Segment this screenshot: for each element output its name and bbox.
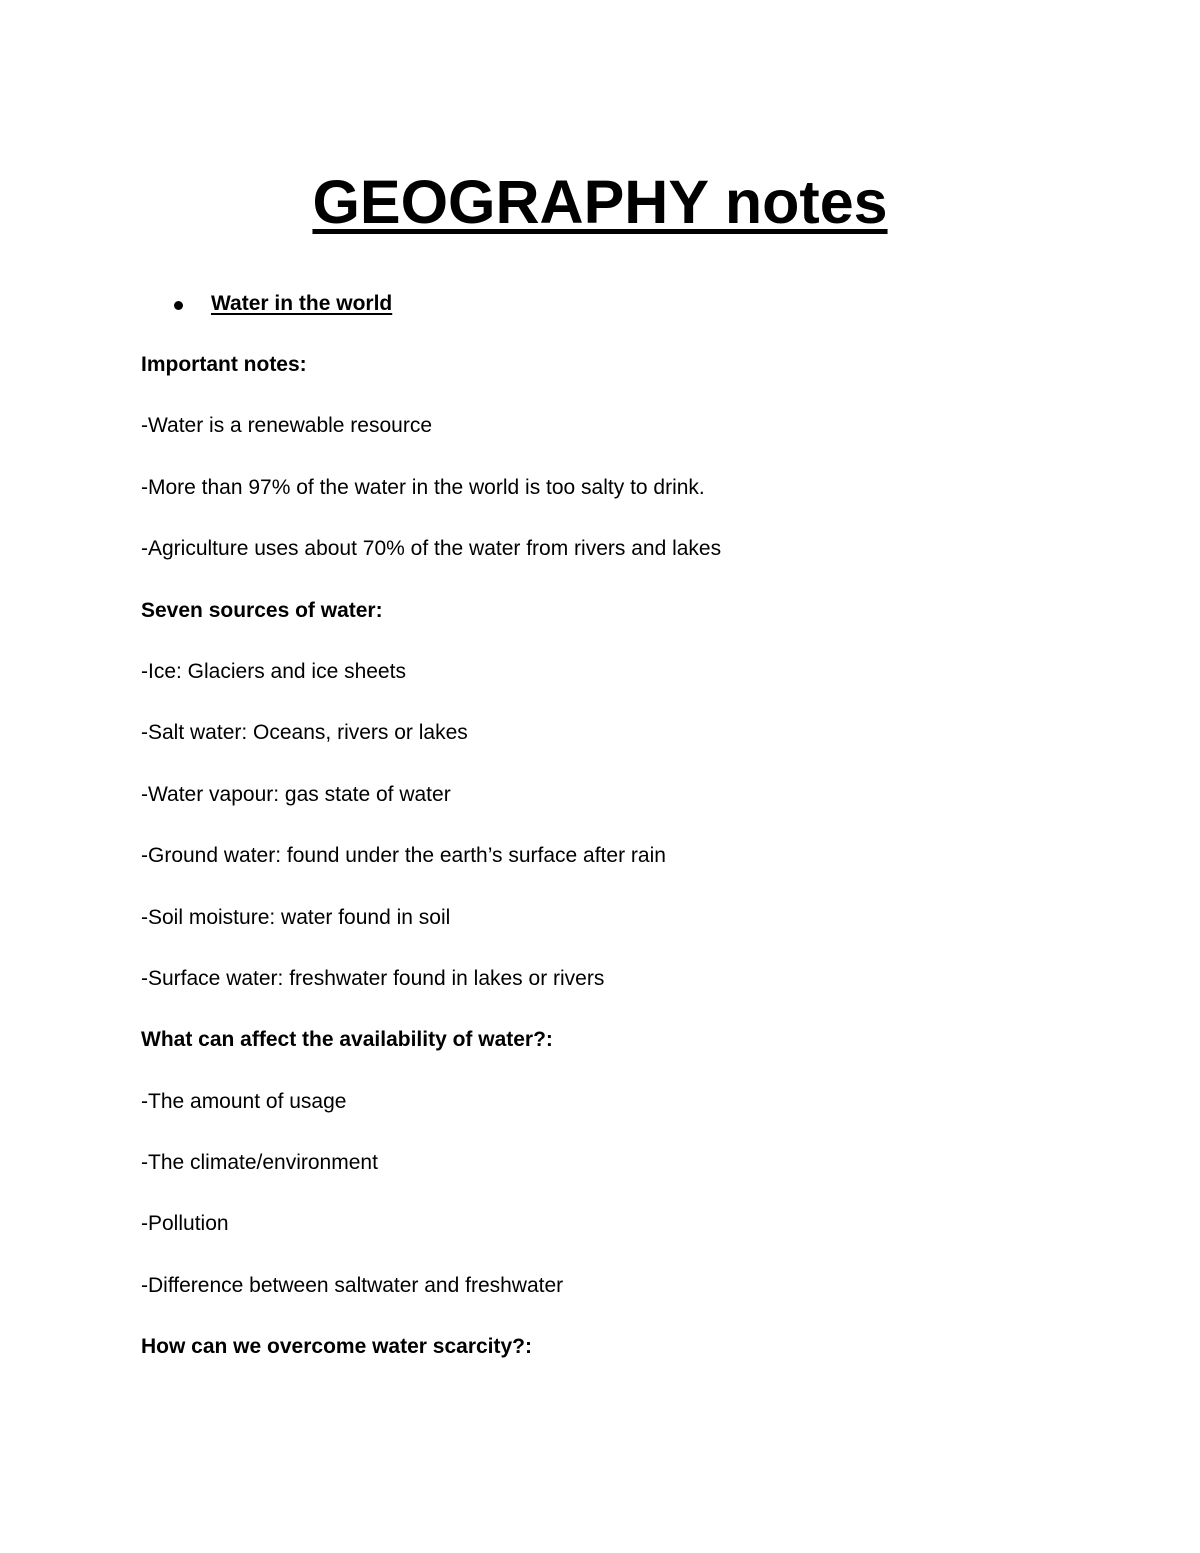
note-line: -Ice: Glaciers and ice sheets: [141, 659, 406, 683]
note-line: -Water is a renewable resource: [141, 414, 433, 438]
section-heading: What can affect the availability of water?:: [141, 1028, 553, 1052]
note-line: -Water vapour: gas state of water: [141, 782, 451, 806]
note-line: -Soil moisture: water found in soil: [141, 905, 451, 929]
note-line: -Difference between saltwater and freshwater: [141, 1273, 564, 1297]
bullet-text: Water in the world: [211, 292, 393, 315]
note-line: -The amount of usage: [141, 1089, 347, 1113]
section-heading: How can we overcome water scarcity?:: [141, 1335, 532, 1359]
notes-body: [141, 349, 1141, 1393]
section-heading: Important notes:: [141, 353, 307, 376]
bullet-dot-icon: [174, 301, 183, 310]
page-title: GEOGRAPHY notes: [312, 168, 888, 236]
note-line: -Agriculture uses about 70% of the water from rivers and lakes: [141, 537, 722, 561]
note-line: -Pollution: [141, 1212, 229, 1236]
bullet-item: [174, 288, 392, 320]
note-line: -Ground water: found under the earth’s surface after rain: [141, 844, 666, 868]
note-line: -Salt water: Oceans, rivers or lakes: [141, 721, 468, 745]
note-line: -Surface water: freshwater found in lakes or rivers: [141, 966, 605, 990]
note-line: -The climate/environment: [141, 1151, 378, 1175]
section-heading: Seven sources of water:: [141, 598, 383, 622]
note-line: -More than 97% of the water in the world is too salty to drink.: [141, 475, 705, 499]
